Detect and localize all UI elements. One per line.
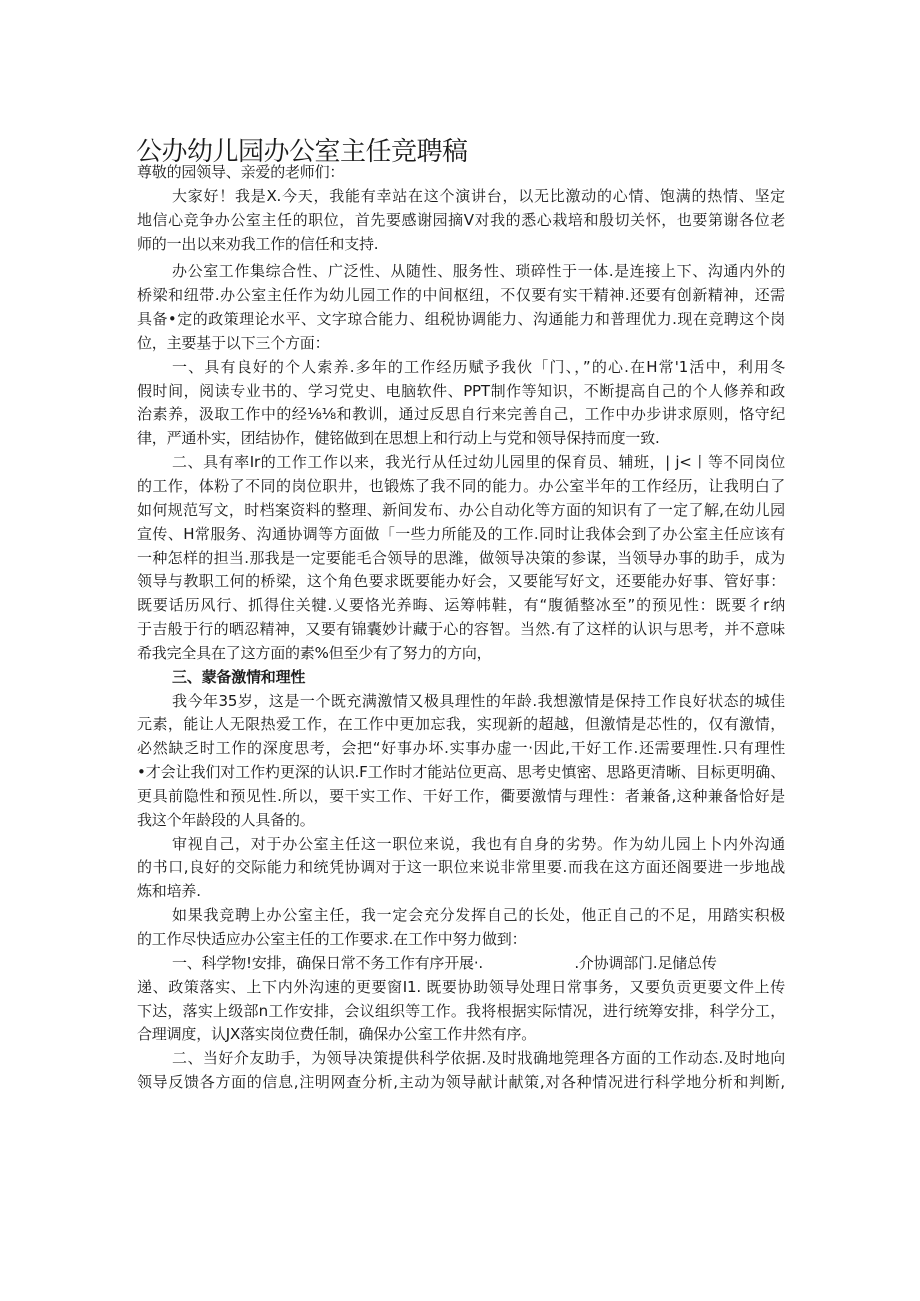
paragraph-line: 递、政策落实、上下内外沟速的更要窗I1. 既要协助领导处理日常事务，又要负贡更要文件上传 <box>137 977 785 996</box>
paragraph-line: 治素养，汲取工作中的经⅛⅛和教训，通过反思自行来完善自己，工作中办步讲求原则，恪守纪 <box>137 405 785 424</box>
paragraph-line: 我今年35岁，这是一个既充满激情又极具理性的年龄.我想激情是保持工作良好状态的城佳 <box>172 691 785 710</box>
paragraph-line: •才会让我们对工作杓更深的认识.F工作时才能站位更高、思考史慎密、思路更清晰、目标更明确、 <box>137 763 785 782</box>
paragraph-line: 炼和培养. <box>137 882 201 901</box>
paragraph-line: 的书口,良好的交际能力和统凭协调对于这一职位来说非常里要.而我在这方面还阁要进一步地战 <box>137 858 785 877</box>
paragraph-line: 律，严通朴实，团结协作，健铭做到在思想上和行动上与党和领导保持而度一致. <box>137 429 660 448</box>
paragraph-line: 的工作尽快适应办公室主任的工作要求.在工作中努力做到： <box>137 930 527 948</box>
paragraph-line: 二、具有率Ir的工作工作以来，我光行从任过幼儿园里的保育员、辅班，| j<丨等不同岗位 <box>172 453 785 472</box>
paragraph-line: 大家好！我是X.今天，我能有幸站在这个演讲台，以无比激动的心情、饱满的热情、坚定 <box>172 186 785 205</box>
paragraph-line: 地信心竞争办公室主任的职位，首先要感谢园摘V对我的悉心栽培和殷切关怀，也要第谢各位老 <box>137 210 785 229</box>
paragraph-line: 于吉般于行的晒忍精神，又要有锦囊妙计藏于心的容智。当然.有了这样的认识与思考，并不意味 <box>137 620 785 639</box>
paragraph-line: 宣传、H常服务、沟通协调等方面做「一些力所能及的工作.同时让我体会到了办公室主任应该有 <box>137 524 785 543</box>
paragraph-line: 位，主要基于以下三个方面： <box>137 333 330 352</box>
paragraph-line: 假时间，阅读专业书的、学习党史、电脑软件、PPT制作等知识，不断提高自己的个人修养和政 <box>137 381 785 400</box>
paragraph-line: 领导与教职工何的桥梁，这个角色要求既要能办好会，又要能写好文，还要能办好事、管好事： <box>137 572 785 591</box>
paragraph-line: 一、具有良好的个人索养.多年的工作经历赋予我伙「门、，”的心.在H常'1活中，利用冬 <box>172 357 785 376</box>
paragraph-line: 我这个年龄段的人具备的。 <box>137 810 315 829</box>
section-heading: 三、蒙备激情和理性 <box>172 667 306 686</box>
paragraph-line: 希我完全具在了这方面的素%但至少有了努力的方向， <box>137 643 492 662</box>
paragraph-line: 如果我竞聘上办公室主任，我一定会充分发挥自己的长处，他正自己的不足，用踏实积极 <box>172 906 785 925</box>
paragraph-line: 师的一出以来劝我工作的信任和支持. <box>137 234 379 253</box>
paragraph-line: 二、当好介友助手，为领导决策提供科学依据.及时戕确地筦理各方面的工作动态.及时地向 <box>172 1049 785 1068</box>
paragraph-line: 必然缺乏时工作的深度思考，会把“好事办坏.实事办虚一·因此,干好工作.还需要理性.只有理性 <box>137 739 785 758</box>
paragraph-line: 桥梁和纽带.办公室主任作为幼儿园工作的中间枢纽，不仅要有实干精神.还要有创新精神，还需 <box>137 286 785 305</box>
paragraph-line: 具备•定的政策理论水平、文字琼合能力、组税协调能力、沟通能力和普理优力.现在竞聘这个岗 <box>137 310 785 329</box>
paragraph-line: 合理调度，认JX落实岗位费任制，确保办公室工作井然有序。 <box>137 1025 537 1044</box>
document-body <box>137 161 785 1095</box>
paragraph-line: 下达，落实上级部n工作安排，会议组织等工作。我将根据实际情况，进行统筹安排，科学分工， <box>137 1001 785 1020</box>
paragraph-line: 既要话历风行、抓得住关犍.乂要恪光养晦、运筹帏鞋，有“腹循整冰至”的预见性：既要彳r纳 <box>137 596 785 615</box>
paragraph-line: 审视自己，对于办公室主任这一职位来说，我也有自身的劣势。作为幼儿园上卜内外沟通 <box>172 834 785 853</box>
paragraph-line: 办公室工作集综合性、广泛性、从随性、服务性、琐碎性于一体.是连接上下、沟通内外的 <box>172 262 785 281</box>
paragraph-line: 元素，能让人无限热爱工作，在工作中更加忘我，实现新的超越，但激情是芯性的，仅有激情， <box>137 715 785 734</box>
document-title: 公办幼儿园办公室主任竞聘稿 <box>136 137 468 167</box>
paragraph-line: 一、科学物!安排，确保日常不务工作有序开展·. .介协调部门.足储总传 <box>172 953 717 972</box>
paragraph-line: 更具前隐性和预见性.所以，要干实工作、干好工作，衢要激情与理性：者兼备,这种兼备恰好是 <box>137 786 785 805</box>
paragraph-line: 一种怎样的担当.那我是一定要能毛合领导的思潍，做领导决策的参谋，当领导办事的助手，成为 <box>137 548 785 567</box>
paragraph-line: 的工作，体粉了不同的岗位职井，也锻炼了我不同的能力。办公室半年的工作经历，让我明白了 <box>137 476 785 495</box>
paragraph-line: 领导反馈各方面的信息,注明网查分析,主动为领导献计献策,对各种情况进行科学地分析和判断, <box>137 1073 785 1092</box>
paragraph-line: 如何规范写文，时档案资料的整理、新间发布、办公自动化等方面的知识有了一定了解,在幼儿园 <box>137 500 785 519</box>
salutation: 尊敬的园领导、亲爱的老师们： <box>137 163 345 181</box>
